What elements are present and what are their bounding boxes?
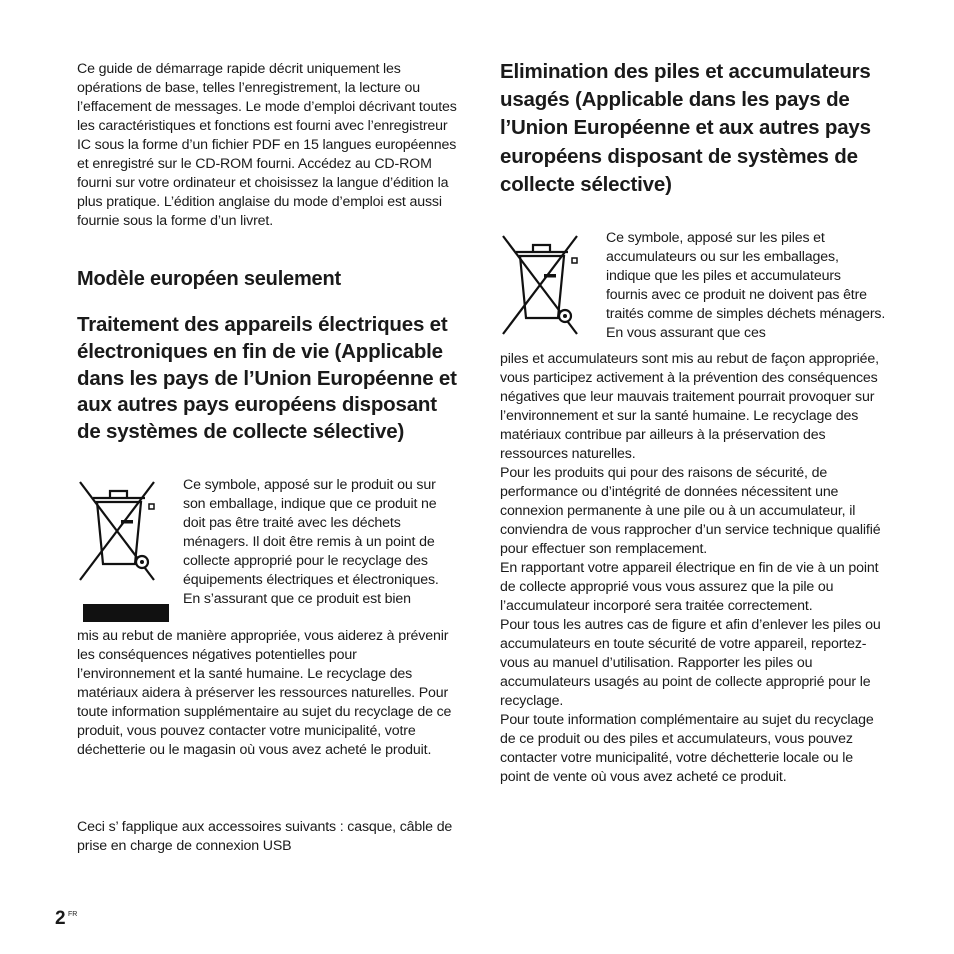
battery-side-text: Ce symbole, apposé sur les piles et accumulateurs ou sur les emballages, indique que les piles et accumulateurs fournis avec ce produit ne doivent pas être traités comme de simples déchets ménagers. En vous assurant que ces	[606, 230, 886, 341]
battery-paragraph: piles et accumulateurs sont mis au rebut de façon appropriée, vous participez activement à la prévention des conséquences négatives que leur mauvais traitement pourrait provoquer sur l’environnement et sur la santé humaine. Le recyclage des matériaux contribue par ailleurs à la préservation des ressources naturelles.	[500, 351, 879, 462]
weee-bar-mark	[83, 604, 169, 622]
accessories-note: Ceci s’ fapplique aux accessoires suivants : casque, câble de prise en charge de connexion USB	[77, 819, 453, 854]
battery-body	[500, 350, 885, 787]
battery-paragraph: En rapportant votre appareil électrique en fin de vie à un point de collecte approprié vous vous assurez que la pile ou l’accumulateur incorporé sera traitée correctement.	[500, 560, 879, 614]
page-number: 2	[55, 908, 66, 929]
crossed-bin-icon	[77, 476, 157, 586]
battery-paragraph: Pour tous les autres cas de figure et afin d’enlever les piles ou accumulateurs en toute sécurité de votre appareil, reportez-vous au manuel d’utilisation. Rapporter les piles ou accumulateurs usagés au point de collecte approprié pour le recyclage.	[500, 617, 881, 709]
heading-european-model: Modèle européen seulement	[77, 268, 341, 290]
battery-paragraph: Pour les produits qui pour des raisons de sécurité, de performance ou d’intégrité de données nécessitent une connexion permanente à une pile ou à un accumulateur, il conviendra de vous rapprocher d’un service technique qualifié pour effectuer son remplacement.	[500, 465, 881, 557]
heading-battery-disposal: Elimination des piles et accumulateurs usagés (Applicable dans les pays de l’Union Européenne et aux autres pays européens disposant de systèmes de collecte sélective)	[500, 60, 871, 196]
battery-paragraph: Pour toute information complémentaire au sujet du recyclage de ce produit ou des piles et accumulateurs, vous pouvez contacter votre municipalité, votre déchetterie locale ou le point de vente où vous avez acheté ce produit.	[500, 712, 874, 785]
page-language: FR	[68, 911, 78, 918]
intro-paragraph: Ce guide de démarrage rapide décrit uniquement les opérations de base, telles l’enregistrement, la lecture ou l’effacement de messages. Le mode d’emploi décrivant toutes les caractéristiques et fonctions est fourni avec l’enregistreur IC sous la forme d’un fichier PDF en 15 langues européennes et enregistré sur le CD-ROM fourni. Accédez au CD-ROM fourni sur votre ordinateur et choisissez la langue d’édition la plus pratique. L’édition anglaise du mode d’emploi est aussi fournie sous la forme d’un livret.	[77, 61, 457, 229]
heading-weee-disposal: Traitement des appareils électriques et électroniques en fin de vie (Applicable dans les pays de l’Union Européenne et aux autres pays européens disposant de systèmes de collecte sélective)	[77, 313, 457, 444]
weee-body-text: mis au rebut de manière appropriée, vous aiderez à prévenir les conséquences négatives potentielles pour l’environnement et la santé humaine. Le recyclage des matériaux aidera à préserver les ressources naturelles. Pour toute information supplémentaire au sujet du recyclage de ce produit, vous pouvez contacter votre municipalité, votre déchetterie ou le magasin où vous avez acheté le produit.	[77, 628, 452, 758]
crossed-bin-icon	[500, 230, 580, 340]
weee-side-text: Ce symbole, apposé sur le produit ou sur son emballage, indique que ce produit ne doit pas être traité avec les déchets ménagers. Il doit être remis à un point de collecte approprié pour le recyclage des équipements électriques et électroniques. En s’assurant que ce produit est bien	[183, 477, 439, 607]
